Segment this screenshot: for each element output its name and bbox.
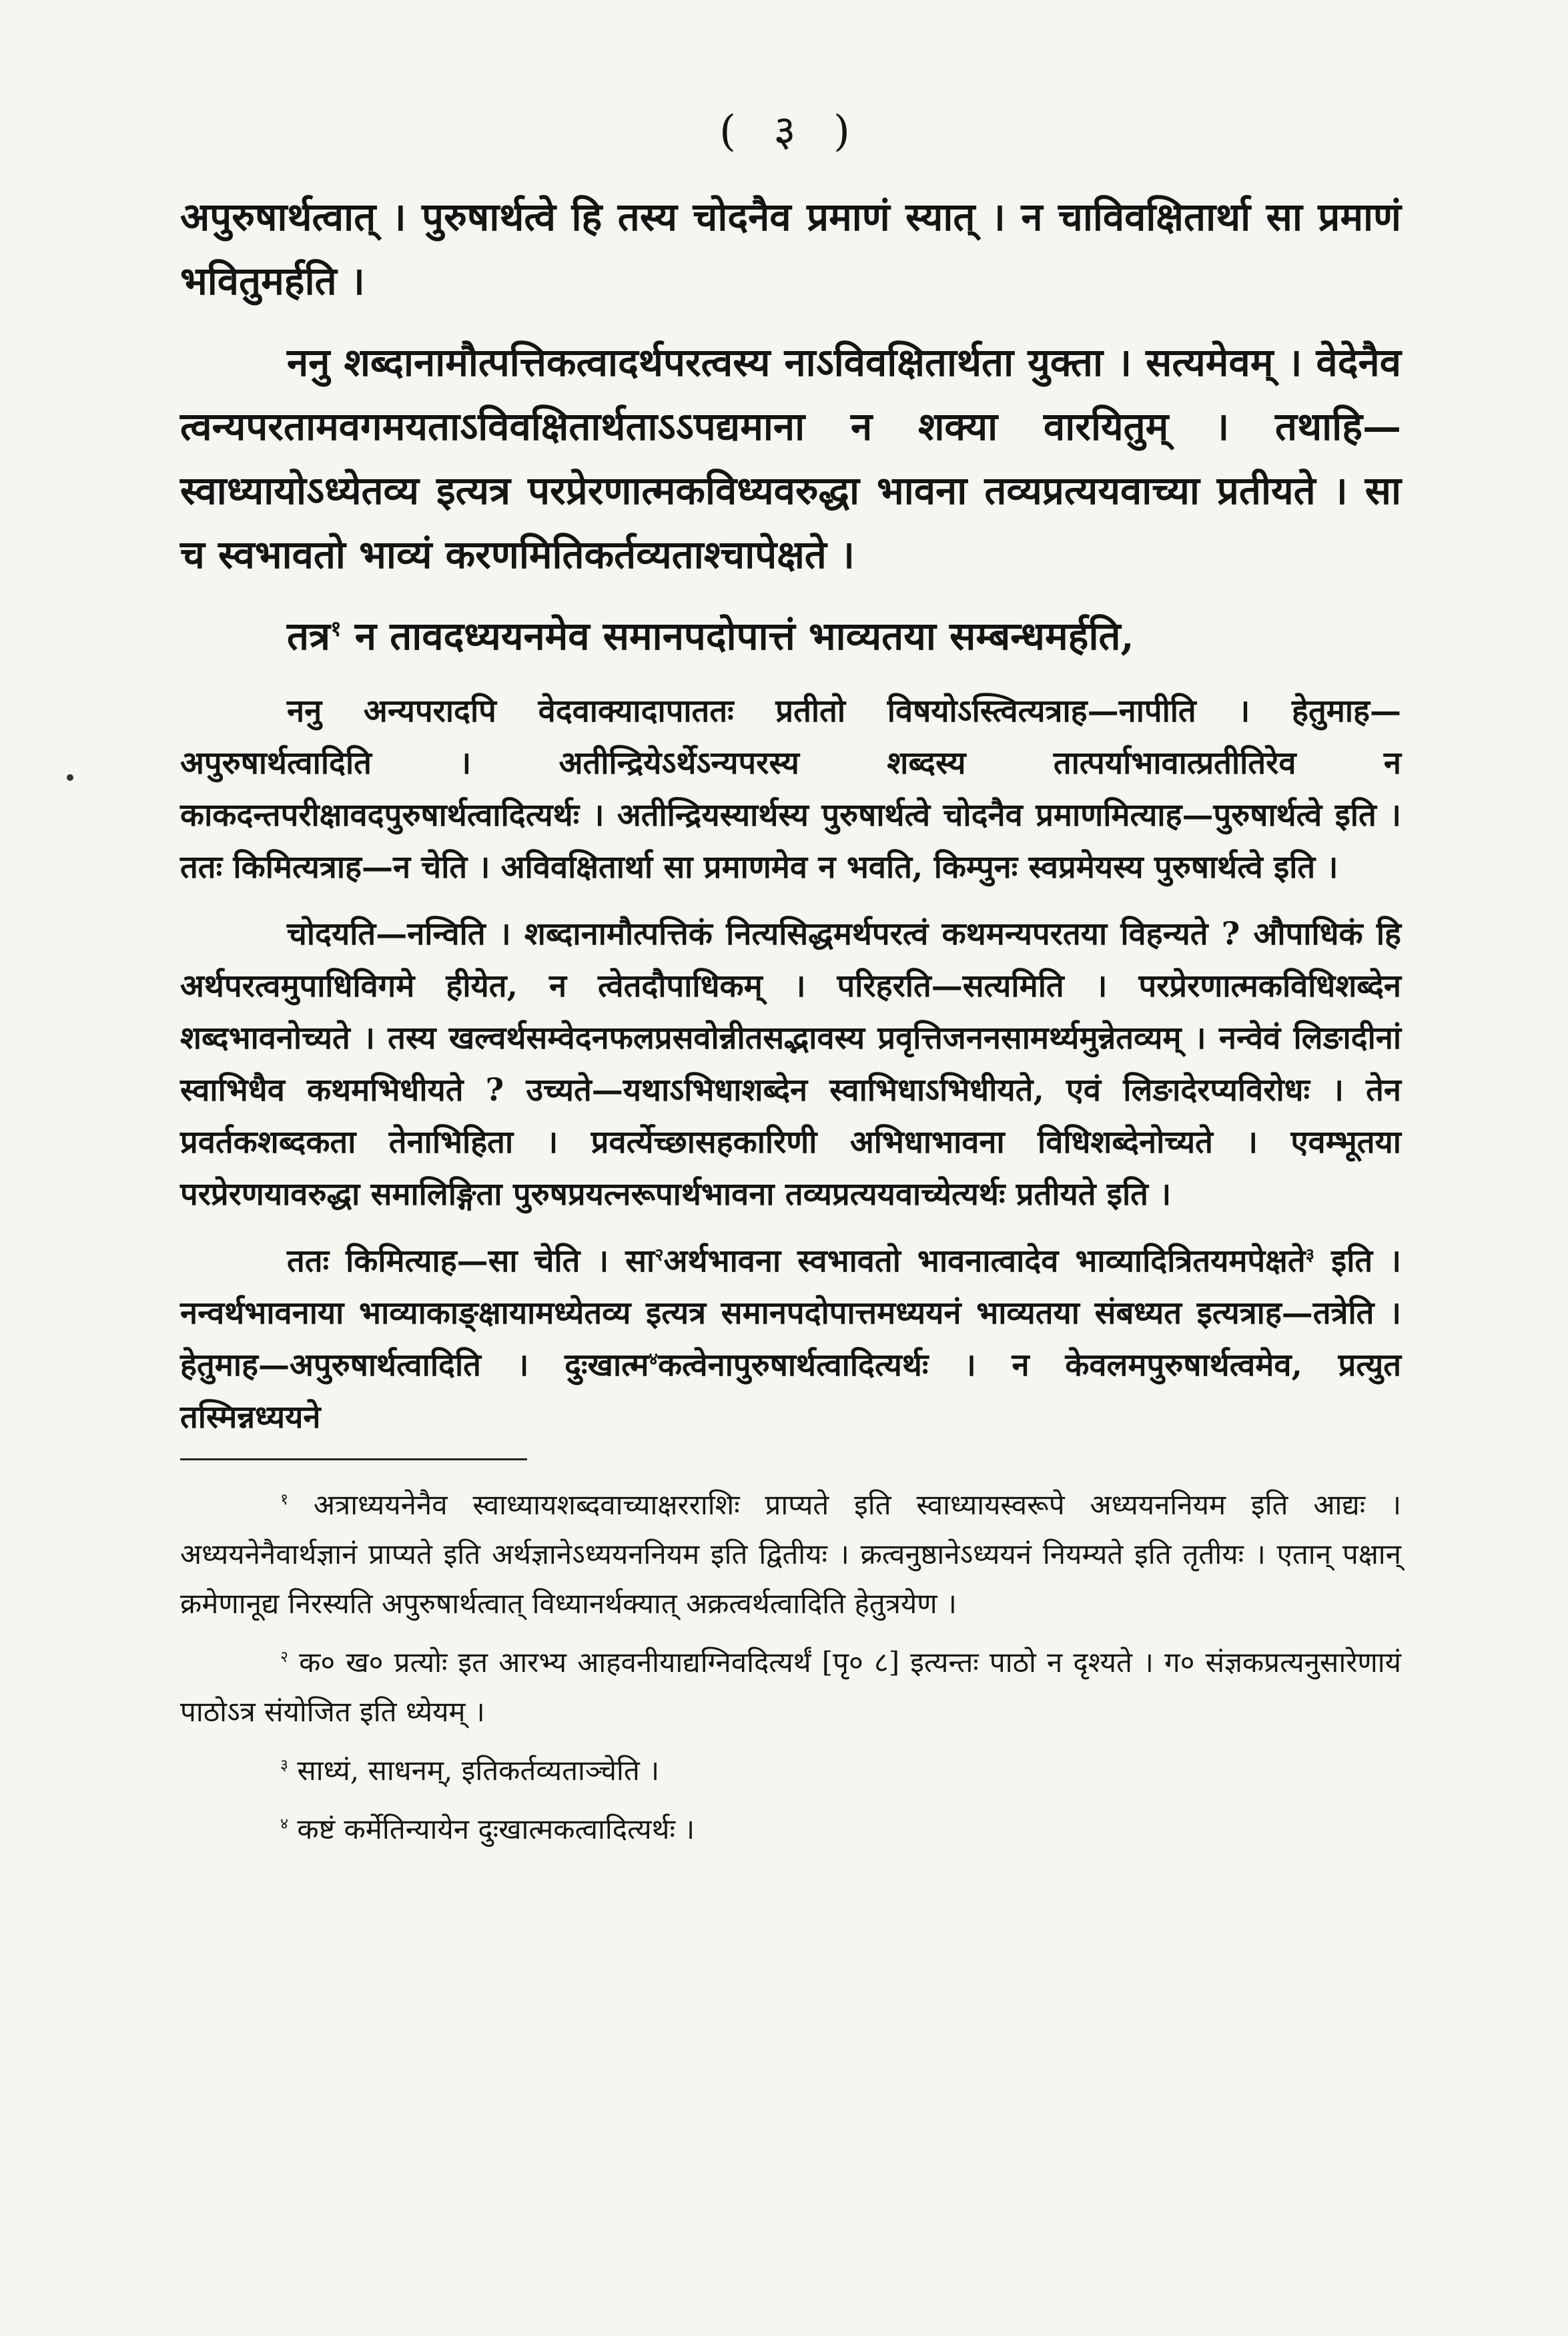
footnote-1 [180, 1480, 1401, 1629]
footnote-4 [180, 1805, 1401, 1854]
footnote-2-mark: २ [280, 1649, 289, 1666]
footnote-4-text: कष्टं कर्मेतिन्यायेन दुःखात्मकत्वादित्यर्थः । [297, 1813, 695, 1845]
commentary-3-part-1: ततः किमित्याह—सा चेति । सा [287, 1243, 655, 1279]
footnote-divider [180, 1458, 527, 1460]
main-text [180, 185, 1401, 668]
main-paragraph-3 [180, 604, 1401, 668]
commentary-paragraph-1: ननु अन्यपरादपि वेदवाक्यादापाततः प्रतीतो विषयोऽस्त्वित्यत्राह—नापीति । हेतुमाह—अपुरुषार्थत्वादिति । अतीन्द्रियेऽर्थेऽन्यपरस्य शब्दस्य तात्पर्याभावात्प्रतीतिरेव न काकदन्तपरीक्षावदपुरुषार्थत्वादित्यर्थः । अतीन्द्रियस्यार्थस्य पुरुषार्थत्वे चोदनैव प्रमाणमित्याह—पुरुषार्थत्वे इति । ततः किमित्यत्राह—न चेति । अविवक्षितार्था सा प्रमाणमेव न भवति, किम्पुनः स्वप्रमेयस्य पुरुषार्थत्वे इति । [180, 693, 1401, 886]
footnote-2 [180, 1638, 1401, 1737]
commentary-3-part-2: अर्थभावना स्वभावतो भावनात्वादेव भाव्यादित्रितयमपेक्षते [663, 1243, 1306, 1279]
page [180, 100, 1401, 1863]
main-paragraph-3-start: तत्र [287, 613, 331, 659]
footnote-ref-1: १ [330, 615, 342, 641]
footnote-3-text: साध्यं, साधनम्, इतिकर्तव्यताञ्चेति । [297, 1754, 660, 1787]
footnote-ref-3: ३ [1305, 1245, 1315, 1265]
commentary-3-part-3: इति । नन्वर्थभावनाया भाव्याकाङ्क्षायामध्येतव्य इत्यत्र समानपदोपात्तमध्ययनं भाव्यतया संबध्यत इत्यत्राह—तत्रेति । हेतुमाह—अपुरुषार्थत्वादिति । दुःखात्म [180, 1243, 1401, 1384]
commentary-3-part-4: कत्वेनापुरुषार्थत्वादित्यर्थः । न केवलमपुरुषार्थत्वमेव, प्रत्युत तस्मिन्नध्ययने [180, 1347, 1401, 1436]
ink-speck [67, 774, 73, 781]
footnote-4-mark: ४ [280, 1815, 289, 1833]
footnote-1-mark: १ [280, 1491, 289, 1508]
main-paragraph-2: ननु शब्दानामौत्पत्तिकत्वादर्थपरत्वस्य नाऽविवक्षितार्थता युक्ता । सत्यमेवम् । वेदेनैव त्वन्यपरतामवगमयताऽविवक्षितार्थताऽऽपद्यमाना न शक्या वारयितुम् । तथाहि—स्वाध्यायोऽध्येतव्य इत्यत्र परप्रेरणात्मकविध्यवरुद्धा भावना तव्यप्रत्ययवाच्या प्रतीयते । सा च स्वभावतो भाव्यं करणमितिकर्तव्यताश्चापेक्षते । [180, 340, 1402, 577]
footnote-ref-4: ४ [649, 1349, 658, 1370]
footnote-3-mark: ३ [280, 1757, 289, 1774]
footnote-3 [180, 1746, 1401, 1795]
commentary-paragraph-3 [180, 1235, 1401, 1444]
commentary-paragraph-2: चोदयति—नन्विति । शब्दानामौत्पत्तिकं नित्यसिद्धमर्थपरत्वं कथमन्यपरतया विहन्यते ? औपाधिकं हि अर्थपरत्वमुपाधिविगमे हीयेत, न त्वेतदौपाधिकम् । परिहरति—सत्यमिति । परप्रेरणात्मकविधिशब्देन शब्दभावनोच्यते । तस्य खल्वर्थसम्वेदनफलप्रसवोन्नीतसद्भावस्य प्रवृत्तिजननसामर्थ्यमुन्नेतव्यम् । नन्वेवं लिङादीनां स्वाभिधैव कथमभिधीयते ? उच्यते—यथाऽभिधाशब्देन स्वाभिधाऽभिधीयते, एवं लिङादेरप्यविरोधः । तेन प्रवर्तकशब्दकता तेनाभिहिता । प्रवर्त्येच्छासहकारिणी अभिधाभावना विधिशब्देनोच्यते । एवम्भूतया परप्रेरणयावरुद्धा समालिङ्गिता पुरुषप्रयत्नरूपार्थभावना तव्यप्रत्ययवाच्येत्यर्थः प्रतीयते इति । [180, 916, 1401, 1213]
footnotes [180, 1480, 1401, 1854]
footnote-2-text: क० ख० प्रत्योः इत आरभ्य आहवनीयाद्यग्निवदित्यर्थं [पृ० ८] इत्यन्तः पाठो न दृश्यते । ग० संज्ञकप्रत्यनुसारेणायं पाठोऽत्र संयोजित इति ध्येयम् । [180, 1646, 1401, 1728]
commentary [180, 685, 1401, 1444]
footnote-ref-2: २ [655, 1245, 664, 1265]
main-paragraph-3-rest: न तावदध्ययनमेव समानपदोपात्तं भाव्यतया सम्बन्धमर्हति, [341, 613, 1134, 659]
page-number: ( ३ ) [719, 107, 862, 156]
footnote-1-text: अत्राध्ययनेनैव स्वाध्यायशब्दवाच्याक्षरराशिः प्राप्यते इति स्वाध्यायस्वरूपे अध्ययननियम इति आद्यः । अध्ययनेनैवार्थज्ञानं प्राप्यते इति अर्थज्ञानेऽध्ययननियम इति द्वितीयः । क्रत्वनुष्ठानेऽध्ययनं नियम्यते इति तृतीयः । एतान् पक्षान् क्रमेणानूद्य निरस्यति अपुरुषार्थत्वात् विध्यानर्थक्यात् अक्रत्वर्थत्वादिति हेतुत्रयेण । [180, 1488, 1401, 1620]
main-paragraph-1: अपुरुषार्थत्वात् । पुरुषार्थत्वे हि तस्य चोदनैव प्रमाणं स्यात् । न चाविवक्षितार्था सा प्रमाणं भवितुमर्हति । [180, 194, 1401, 304]
